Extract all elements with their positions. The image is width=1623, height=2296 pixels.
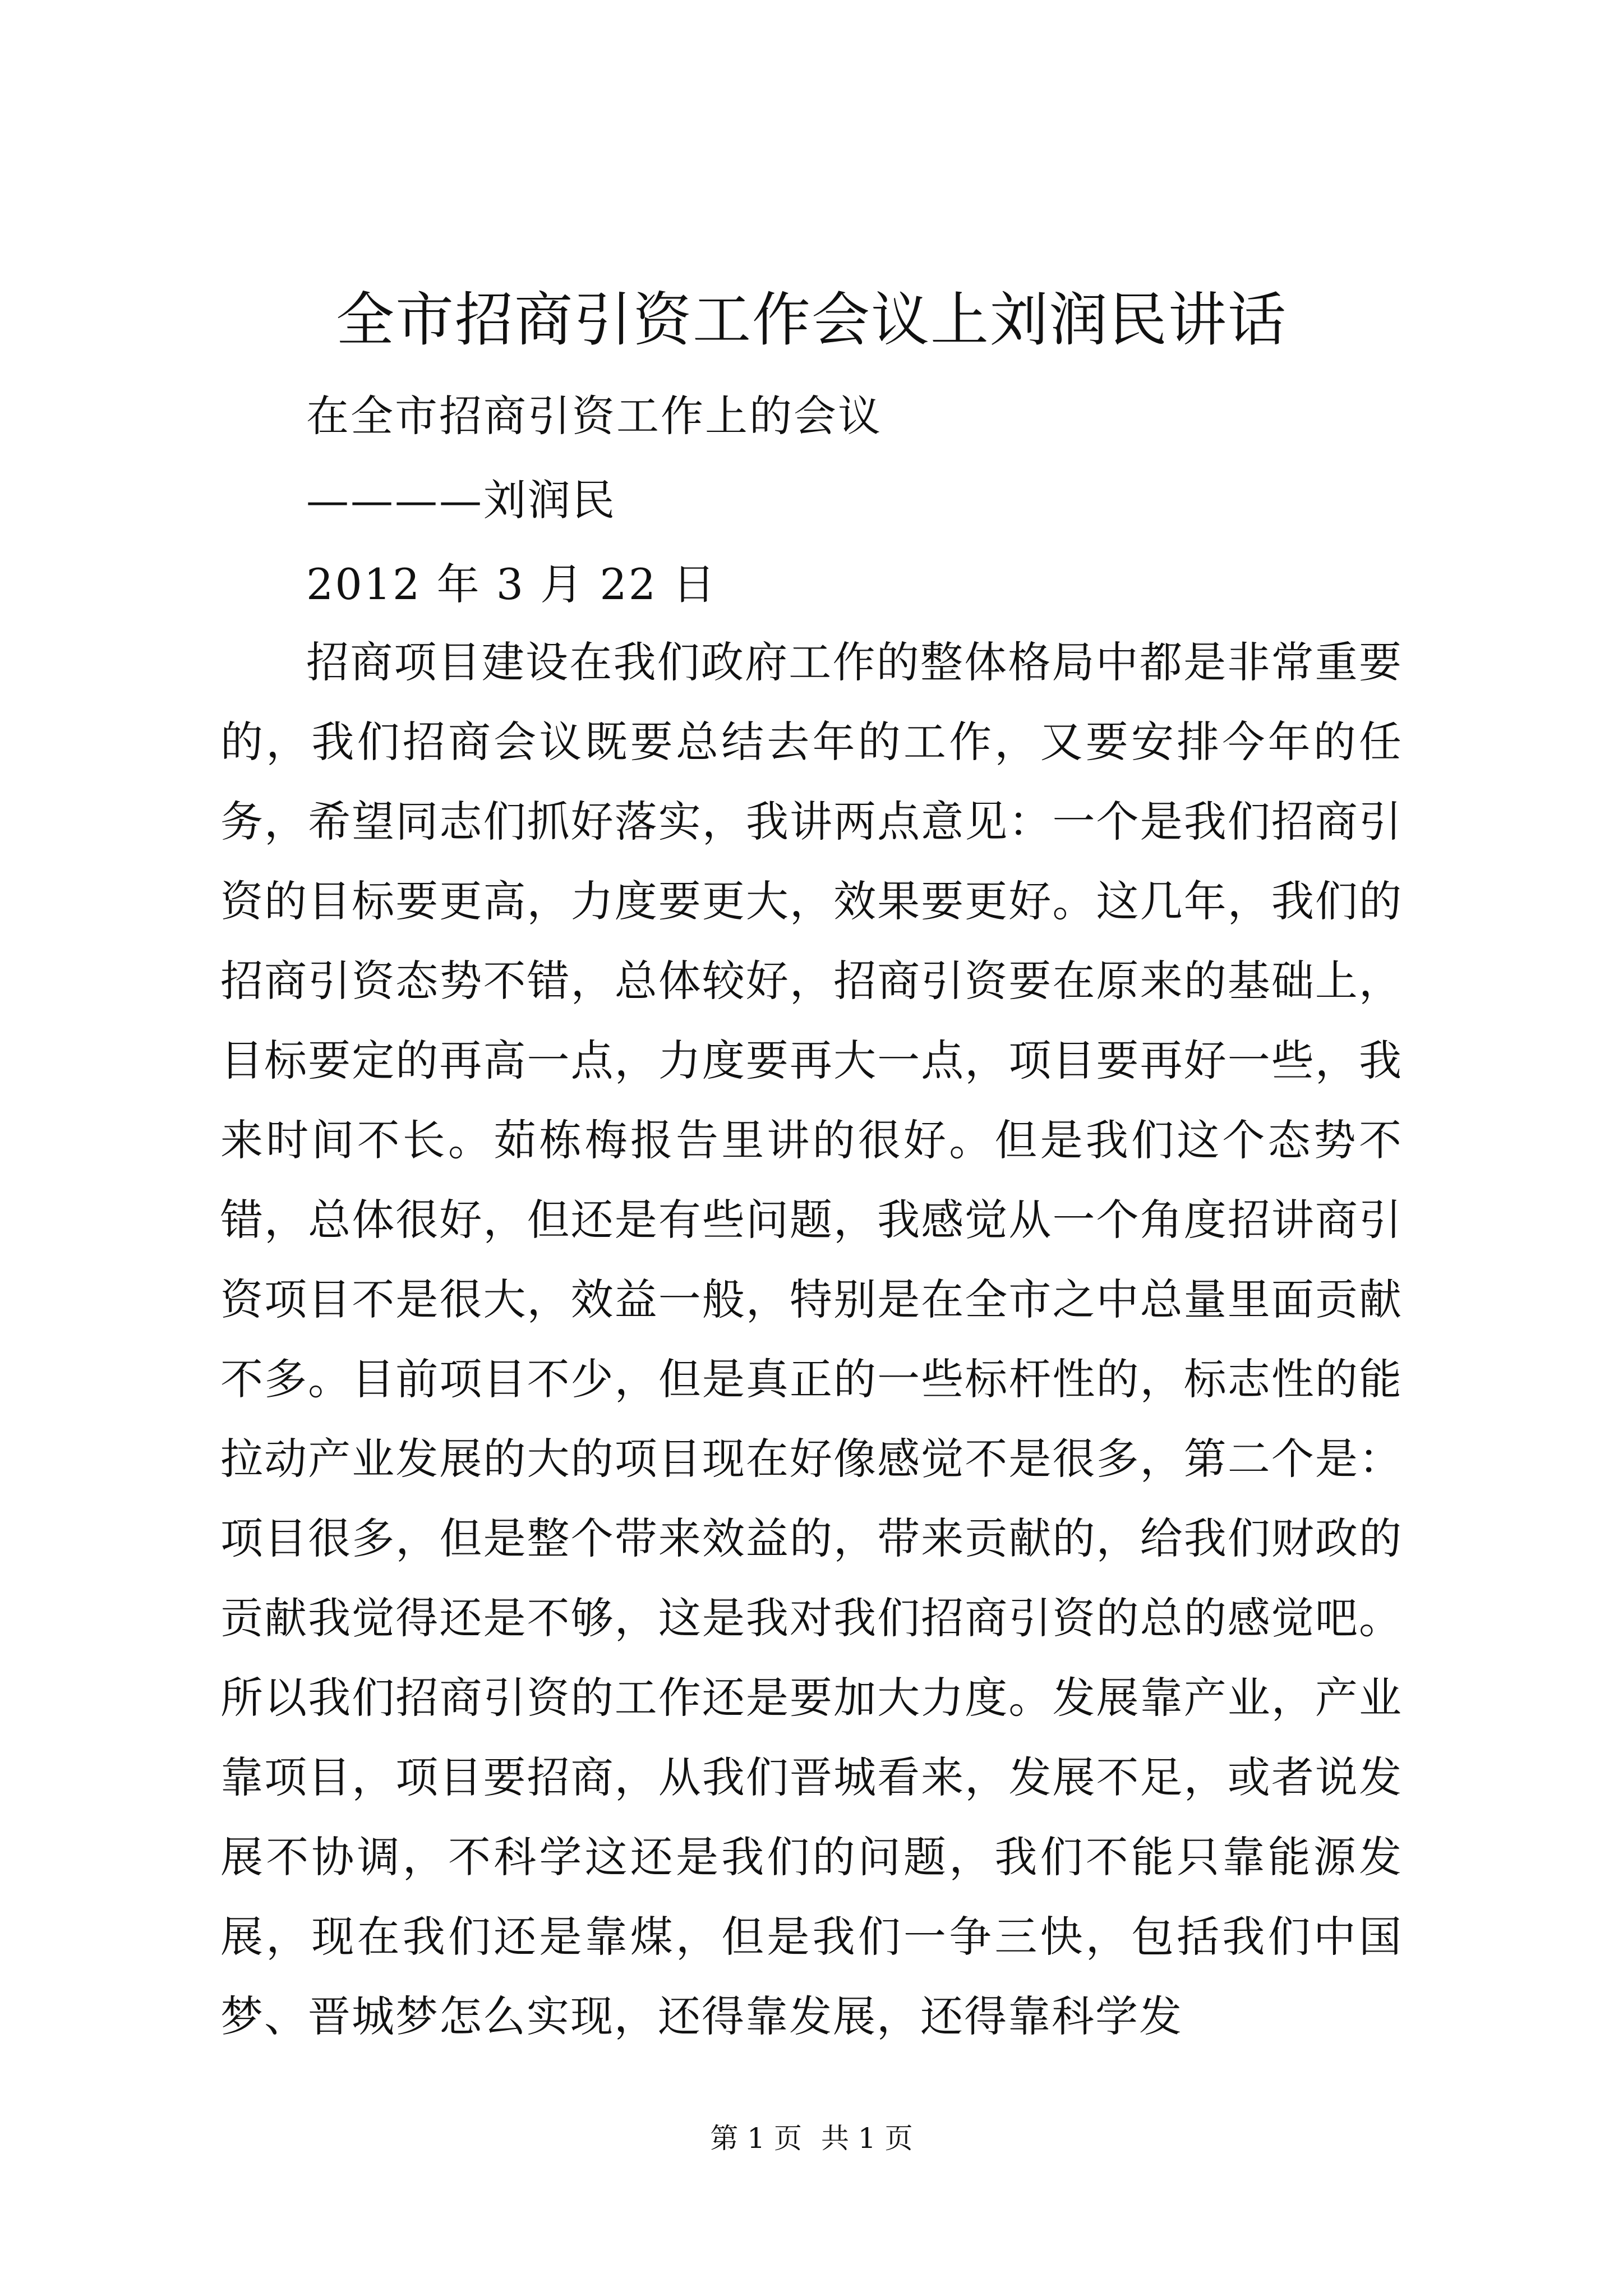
document-title: 全市招商引资工作会议上刘润民讲话	[335, 286, 1287, 354]
document-date: 2012 年 3 月 22 日	[306, 559, 717, 609]
body-paragraph: 招商项目建设在我们政府工作的整体格局中都是非常重要的，我们招商会议既要总结去年的工作，又要安排今年的任务，希望同志们抓好落实，我讲两点意见：一个是我们招商引资的目标要更高，力度要更大，效果要更好。这几年，我们的招商引资态势不错，总体较好，招商引资要在原来的基础上，目标要定的再高一点，力度要再大一点，项目要再好一些，我来时间不长。茹栋梅报告里讲的很好。但是我们这个态势不错，总体很好，但还是有些问题，我感觉从一个角度招讲商引资项目不是很大，效益一般，特别是在全市之中总量里面贡献不多。目前项目不少，但是真正的一些标杆性的，标志性的能拉动产业发展的大的项目现在好像感觉不是很多，第二个是：项目很多，但是整个带来效益的，带来贡献的，给我们财政的贡献我觉得还是不够，这是我对我们招商引资的总的感觉吧。所以我们招商引资的工作还是要加大力度。发展靠产业，产业靠项目，项目要招商，从我们晋城看来，发展不足，或者说发展不协调，不科学这还是我们的问题，我们不能只靠能源发展，现在我们还是靠煤，但是我们一争三快，包括我们中国梦、晋城梦怎么实现，还得靠发展，还得靠科学发	[220, 637, 1403, 2041]
page-footer	[0, 2122, 1623, 2155]
author-line: ————刘润民	[306, 475, 616, 525]
page-total: 共 1 页	[821, 2122, 913, 2155]
document-subtitle: 在全市招商引资工作上的会议	[306, 391, 882, 441]
page-number: 第 1 页	[710, 2122, 802, 2155]
